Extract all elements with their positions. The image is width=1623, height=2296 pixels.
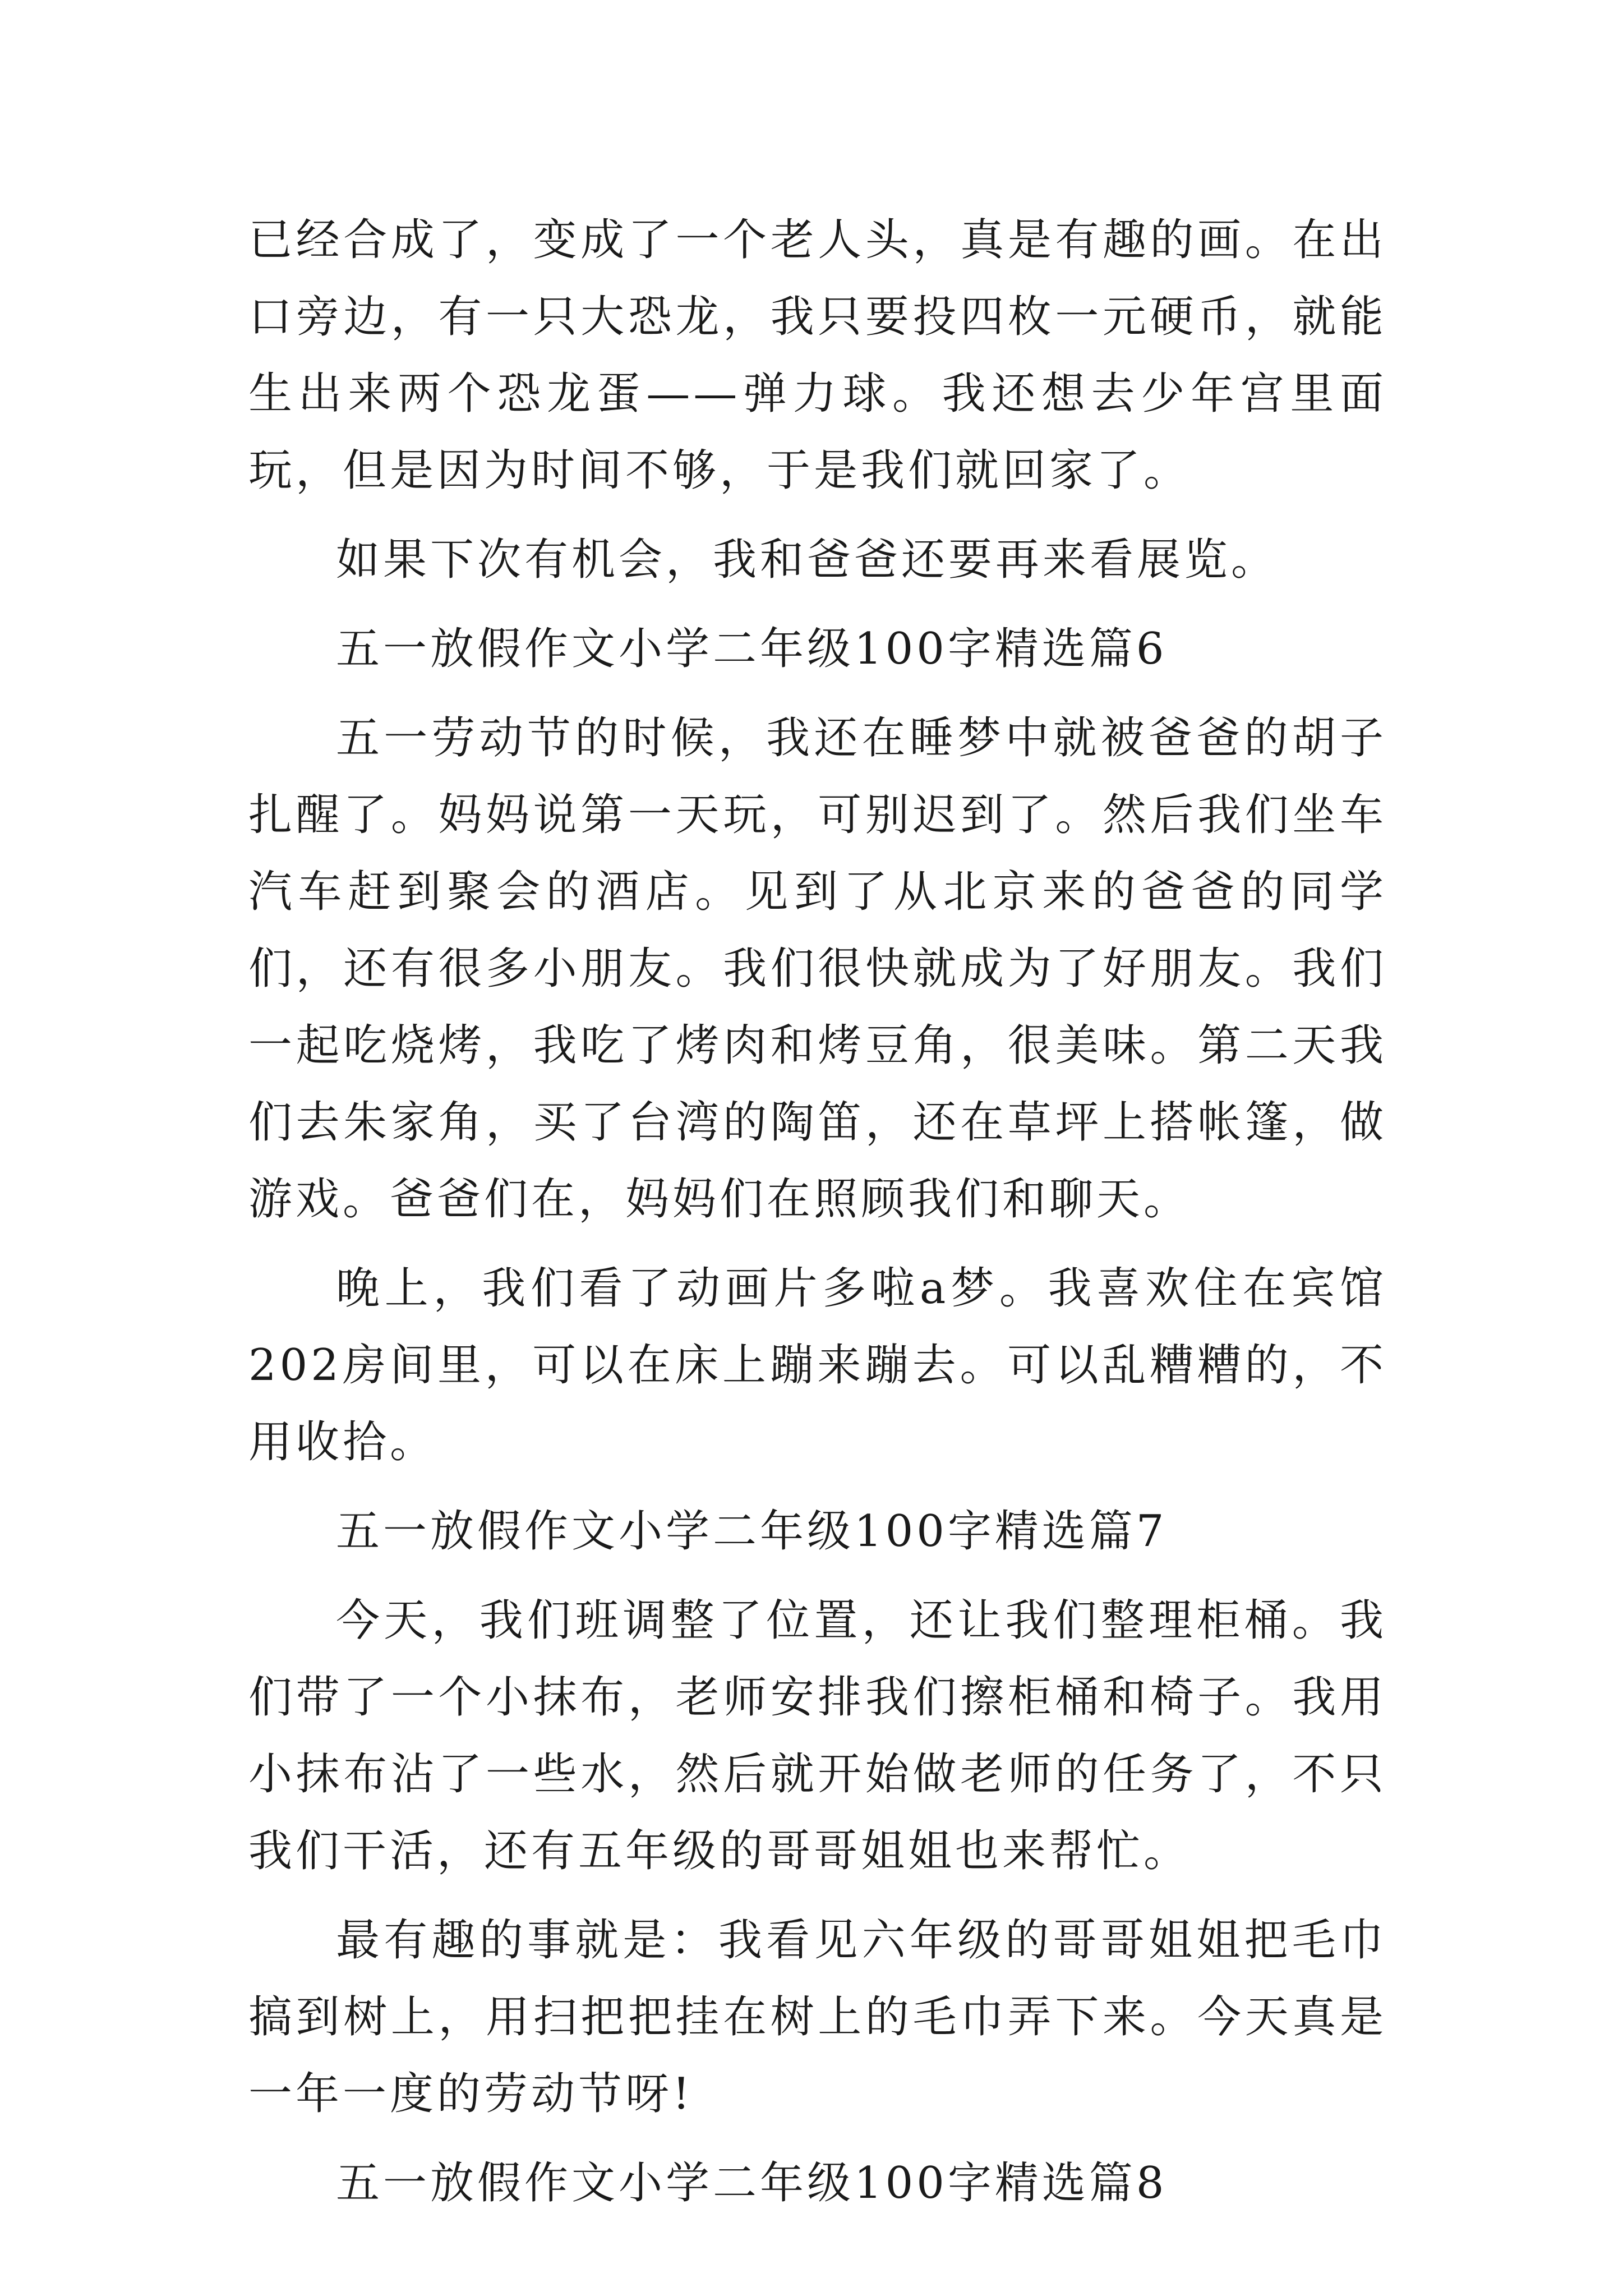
essay-heading-6: 五一放假作文小学二年级100字精选篇6 <box>336 624 1168 674</box>
paragraph-continuation: 已经合成了，变成了一个老人头，真是有趣的画。在出口旁边，有一只大恐龙，我只要投四枚一元硬币，就能生出来两个恐龙蛋——弹力球。我还想去少年宫里面玩，但是因为时间不够，于是我们就回家了。 <box>248 215 1387 496</box>
paragraph: 如果下次有机会，我和爸爸还要再来看展览。 <box>336 535 1279 585</box>
paragraph: 今天，我们班调整了位置，还让我们整理柜桶。我们带了一个小抹布，老师安排我们擦柜桶和椅子。我用小抹布沾了一些水，然后就开始做老师的任务了，不只我们干活，还有五年级的哥哥姐姐也来帮忙。 <box>248 1595 1387 1876</box>
essay-heading-7: 五一放假作文小学二年级100字精选篇7 <box>336 1506 1168 1557</box>
paragraph: 最有趣的事就是：我看见六年级的哥哥姐姐把毛巾搞到树上，用扫把把挂在树上的毛巾弄下来。今天真是一年一度的劳动节呀! <box>248 1915 1387 2119</box>
document-body <box>248 202 1387 2222</box>
paragraph: 五一劳动节的时候，我还在睡梦中就被爸爸的胡子扎醒了。妈妈说第一天玩，可别迟到了。然后我们坐车汽车赶到聚会的酒店。见到了从北京来的爸爸的同学们，还有很多小朋友。我们很快就成为了好朋友。我们一起吃烧烤，我吃了烤肉和烤豆角，很美味。第二天我们去朱家角，买了台湾的陶笛，还在草坪上搭帐篷，做游戏。爸爸们在，妈妈们在照顾我们和聊天。 <box>248 713 1387 1225</box>
paragraph: 晚上，我们看了动画片多啦a梦。我喜欢住在宾馆202房间里，可以在床上蹦来蹦去。可以乱糟糟的，不用收拾。 <box>248 1263 1387 1467</box>
essay-heading-8: 五一放假作文小学二年级100字精选篇8 <box>336 2158 1168 2208</box>
